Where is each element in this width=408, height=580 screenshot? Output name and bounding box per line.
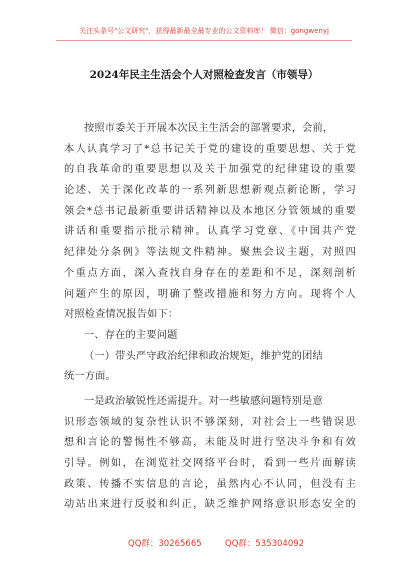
- body-line: 对照检查情况报告如下：: [64, 309, 179, 321]
- section-heading: 一、存在的主要问题: [84, 329, 178, 341]
- body-line: 按照市委关于开展本次民主生活会的部署要求，会前，: [84, 123, 334, 134]
- footer-qq-group-1: QQ群：30265665: [128, 539, 202, 549]
- footer: [0, 537, 408, 551]
- document-body: [64, 119, 356, 516]
- body-line: 想和言论的警惕性不够高，未能及时进行坚决斗争和有效: [64, 437, 356, 449]
- body-line: 论述、关于深化改革的一系列新思想新观点新论断，学习: [64, 185, 356, 197]
- footer-qq-group-2: QQ群：535304092: [225, 539, 305, 549]
- subsection-heading-cont: 统一方面。: [64, 371, 116, 383]
- header-divider: [56, 40, 352, 41]
- document-title: 2024年民主生活会个人对照检查发言（市领导）: [89, 69, 319, 81]
- body-line: 纪律处分条例》等法规文件精神。聚焦会议主题，对照四: [64, 247, 356, 259]
- body-line: 识形态领域的复杂性认识不够深刻，对社会上一些错误思: [64, 416, 356, 428]
- body-line: 个重点方面，深入查找自身存在的差距和不足，深刻剖析: [64, 267, 356, 279]
- body-line: 的自我革命的重要思想以及关于加强党的纪律建设的重要: [64, 164, 356, 176]
- body-line: 领会*总书记最新重要讲话精神以及本地区分管领域的重要: [64, 205, 356, 217]
- body-line: 问题产生的原因，明确了整改措施和努力方向。现将个人: [64, 288, 356, 300]
- body-line: 动站出来进行反驳和纠正，缺乏维护网络意识形态安全的: [64, 499, 356, 511]
- body-line: 讲话和重要指示批示精神。认真学习党章、《中国共产党: [64, 226, 356, 238]
- subsection-heading: （一）带头严守政治纪律和政治规矩，维护党的团结: [84, 350, 323, 362]
- header-banner: 关注头条号"公文研究"，获得最新最全最专业的公文资料库！ 微信：gongwenyj: [79, 27, 329, 35]
- body-line: 政策、传播不实信息的言论，虽然内心不认同，但没有主: [64, 478, 356, 490]
- body-line: 引导。例如，在浏览社交网络平台时，看到一些片面解读: [64, 458, 356, 469]
- body-line: 一是政治敏锐性还需提升。对一些敏感问题特别是意: [84, 395, 323, 407]
- body-line: 本人认真学习了*总书记关于党的建设的重要思想、关于党: [64, 143, 356, 155]
